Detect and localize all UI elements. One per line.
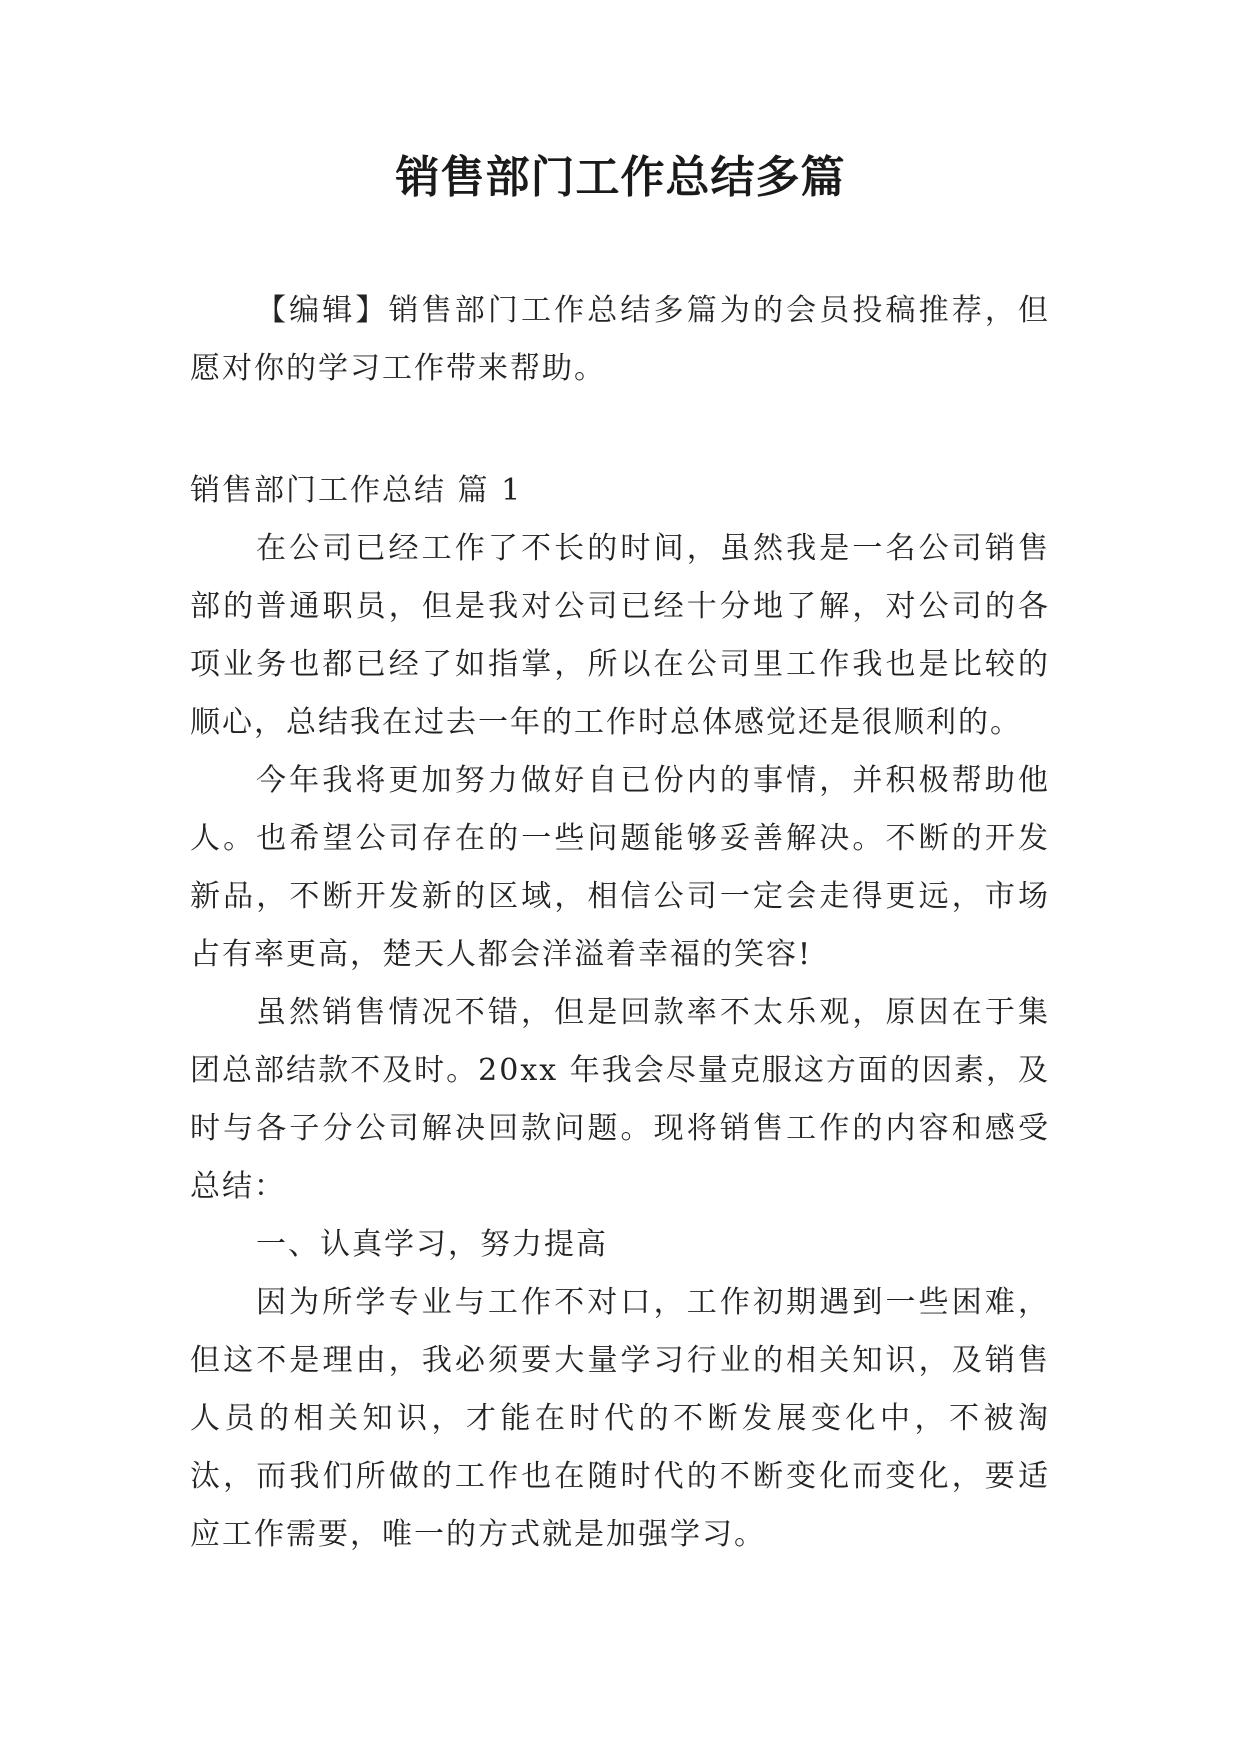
- document-title: 销售部门工作总结多篇: [395, 152, 846, 203]
- intro-block: [190, 282, 1050, 398]
- intro-paragraph: 【编辑】销售部门工作总结多篇为的会员投稿推荐，但愿对你的学习工作带来帮助。: [190, 293, 1050, 386]
- body-paragraph-3: 虽然销售情况不错，但是回款率不太乐观，原因在于集团总部结款不及时。20xx 年我会尽量克服这方面的因素，及时与各子分公司解决回款问题。现将销售工作的内容和感受总结：: [190, 995, 1050, 1204]
- body-paragraph-2: 今年我将更加努力做好自已份内的事情，并积极帮助他人。也希望公司存在的一些问题能够妥善解决。不断的开发新品，不断开发新的区域，相信公司一定会走得更远，市场占有率更高，楚天人都会洋溢着幸福的笑容!: [190, 763, 1050, 972]
- body-paragraph-4: 因为所学专业与工作不对口，工作初期遇到一些困难，但这不是理由，我必须要大量学习行业的相关知识，及销售人员的相关知识，才能在时代的不断发展变化中，不被淘汰，而我们所做的工作也在随时代的不断变化而变化，要适应工作需要，唯一的方式就是加强学习。: [190, 1285, 1050, 1552]
- section-heading: 销售部门工作总结 篇 1: [190, 473, 523, 508]
- body-block: [190, 462, 1050, 1564]
- subheading-study: 一、认真学习，努力提高: [256, 1227, 608, 1262]
- body-paragraph-1: 在公司已经工作了不长的时间，虽然我是一名公司销售部的普通职员，但是我对公司已经十分地了解，对公司的各项业务也都已经了如指掌，所以在公司里工作我也是比较的顺心，总结我在过去一年的工作时总体感觉还是很顺利的。: [190, 531, 1050, 740]
